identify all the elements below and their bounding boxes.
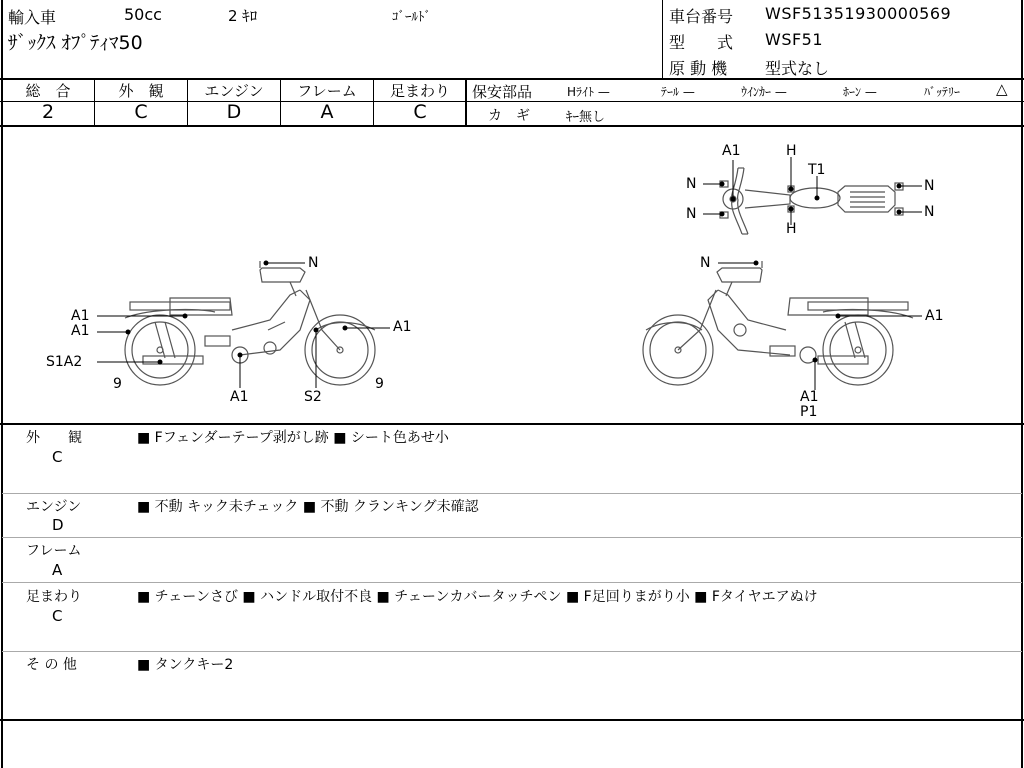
- left-a1b-label: A1: [71, 323, 90, 339]
- model-name: ｻﾞｯｸｽ ｵﾌﾟﾃｨﾏ50: [8, 32, 143, 54]
- remarks-divider-4: [2, 651, 1022, 652]
- import-label: 輸入車: [8, 8, 57, 27]
- model-code: WSF51: [765, 30, 824, 49]
- frame-no: WSF51351930000569: [765, 4, 952, 23]
- left-9b-label: 9: [375, 376, 384, 392]
- engine-type-value: 型式なし: [765, 59, 830, 78]
- remark-text: ■ タンクキー2: [137, 657, 234, 673]
- remark-label: そ の 他: [26, 657, 77, 673]
- top-n2-label: N: [686, 206, 697, 222]
- model-code-label: 型 式: [669, 33, 734, 52]
- key-value: ｷｰ無し: [566, 110, 606, 125]
- left-n-label: N: [308, 255, 319, 271]
- remark-label: 外 観: [26, 430, 82, 446]
- battery-label: ﾊﾞｯﾃﾘｰ: [924, 85, 961, 99]
- remark-grade: C: [52, 448, 63, 466]
- suspension-grade: C: [413, 101, 427, 123]
- engine-label: エンジン: [204, 82, 264, 100]
- right-a1b-label: A1: [800, 389, 819, 405]
- exterior-label: 外 観: [118, 82, 164, 100]
- frame-grade: A: [320, 101, 334, 123]
- frame-label: フレーム: [297, 82, 357, 100]
- top-a1-label: A1: [722, 143, 741, 159]
- frame-no-label: 車台番号: [669, 7, 734, 26]
- remark-grade: C: [52, 607, 63, 625]
- outer-border-right: [1021, 0, 1023, 768]
- top-n4-label: N: [924, 204, 935, 220]
- left-s2-label: S2: [304, 389, 322, 405]
- overall-label: 総 合: [25, 82, 71, 100]
- left-a1c-label: A1: [230, 389, 249, 405]
- diagram-bottom-border: [0, 423, 1024, 425]
- header-divider: [662, 0, 663, 78]
- left-9a-label: 9: [113, 376, 122, 392]
- mileage: 2 ｷﾛ: [228, 7, 258, 25]
- remarks-divider-1: [2, 493, 1022, 494]
- left-s1a2-label: S1A2: [46, 354, 83, 370]
- top-n3-label: N: [924, 178, 935, 194]
- key-label: カ ギ: [488, 108, 530, 124]
- overall-grade: 2: [41, 101, 55, 123]
- winker-status: ｳｲﾝｶｰ —: [741, 85, 787, 99]
- remarks-divider-2: [2, 537, 1022, 538]
- remarks-divider-3: [2, 582, 1022, 583]
- exterior-grade: C: [134, 101, 148, 123]
- horn-status: ﾎｰﾝ —: [843, 85, 877, 99]
- top-n1-label: N: [686, 176, 697, 192]
- remark-label: 足まわり: [26, 589, 82, 605]
- suspension-label: 足まわり: [389, 82, 450, 100]
- battery-mark: △: [996, 80, 1008, 98]
- left-a1d-label: A1: [393, 319, 412, 335]
- grades-bottom-border: [0, 125, 1024, 127]
- remark-text: ■ チェーンさび ■ ハンドル取付不良 ■ チェーンカバータッチペン ■ F足回りまがり小 ■ Fタイヤエアぬけ: [137, 589, 818, 605]
- displacement: 50cc: [124, 5, 162, 24]
- engine-type-label: 原 動 機: [669, 59, 728, 78]
- remark-text: ■ Fフェンダーテープ剥がし跡 ■ シート色あせ小: [137, 430, 449, 446]
- top-t1-label: T1: [808, 162, 826, 178]
- top-h2-label: H: [786, 221, 797, 237]
- right-p1-label: P1: [800, 404, 818, 420]
- right-n-label: N: [700, 255, 711, 271]
- top-h1-label: H: [786, 143, 797, 159]
- remark-label: エンジン: [26, 499, 82, 515]
- safety-mid-border: [466, 101, 1024, 102]
- remark-grade: A: [52, 561, 63, 579]
- remark-text: ■ 不動 キック未チェック ■ 不動 クランキング未確認: [137, 499, 479, 515]
- left-a1a-label: A1: [71, 308, 90, 324]
- remark-grade: D: [52, 516, 64, 534]
- color: ｺﾞｰﾙﾄﾞ: [392, 10, 431, 25]
- engine-grade: D: [226, 101, 242, 123]
- remark-label: フレーム: [26, 543, 82, 559]
- right-a1a-label: A1: [925, 308, 944, 324]
- headlight-status: Hﾗｲﾄ —: [567, 85, 610, 99]
- tail-status: ﾃｰﾙ —: [661, 85, 695, 99]
- remarks-bottom-border: [0, 719, 1024, 721]
- safety-label: 保安部品: [472, 83, 533, 101]
